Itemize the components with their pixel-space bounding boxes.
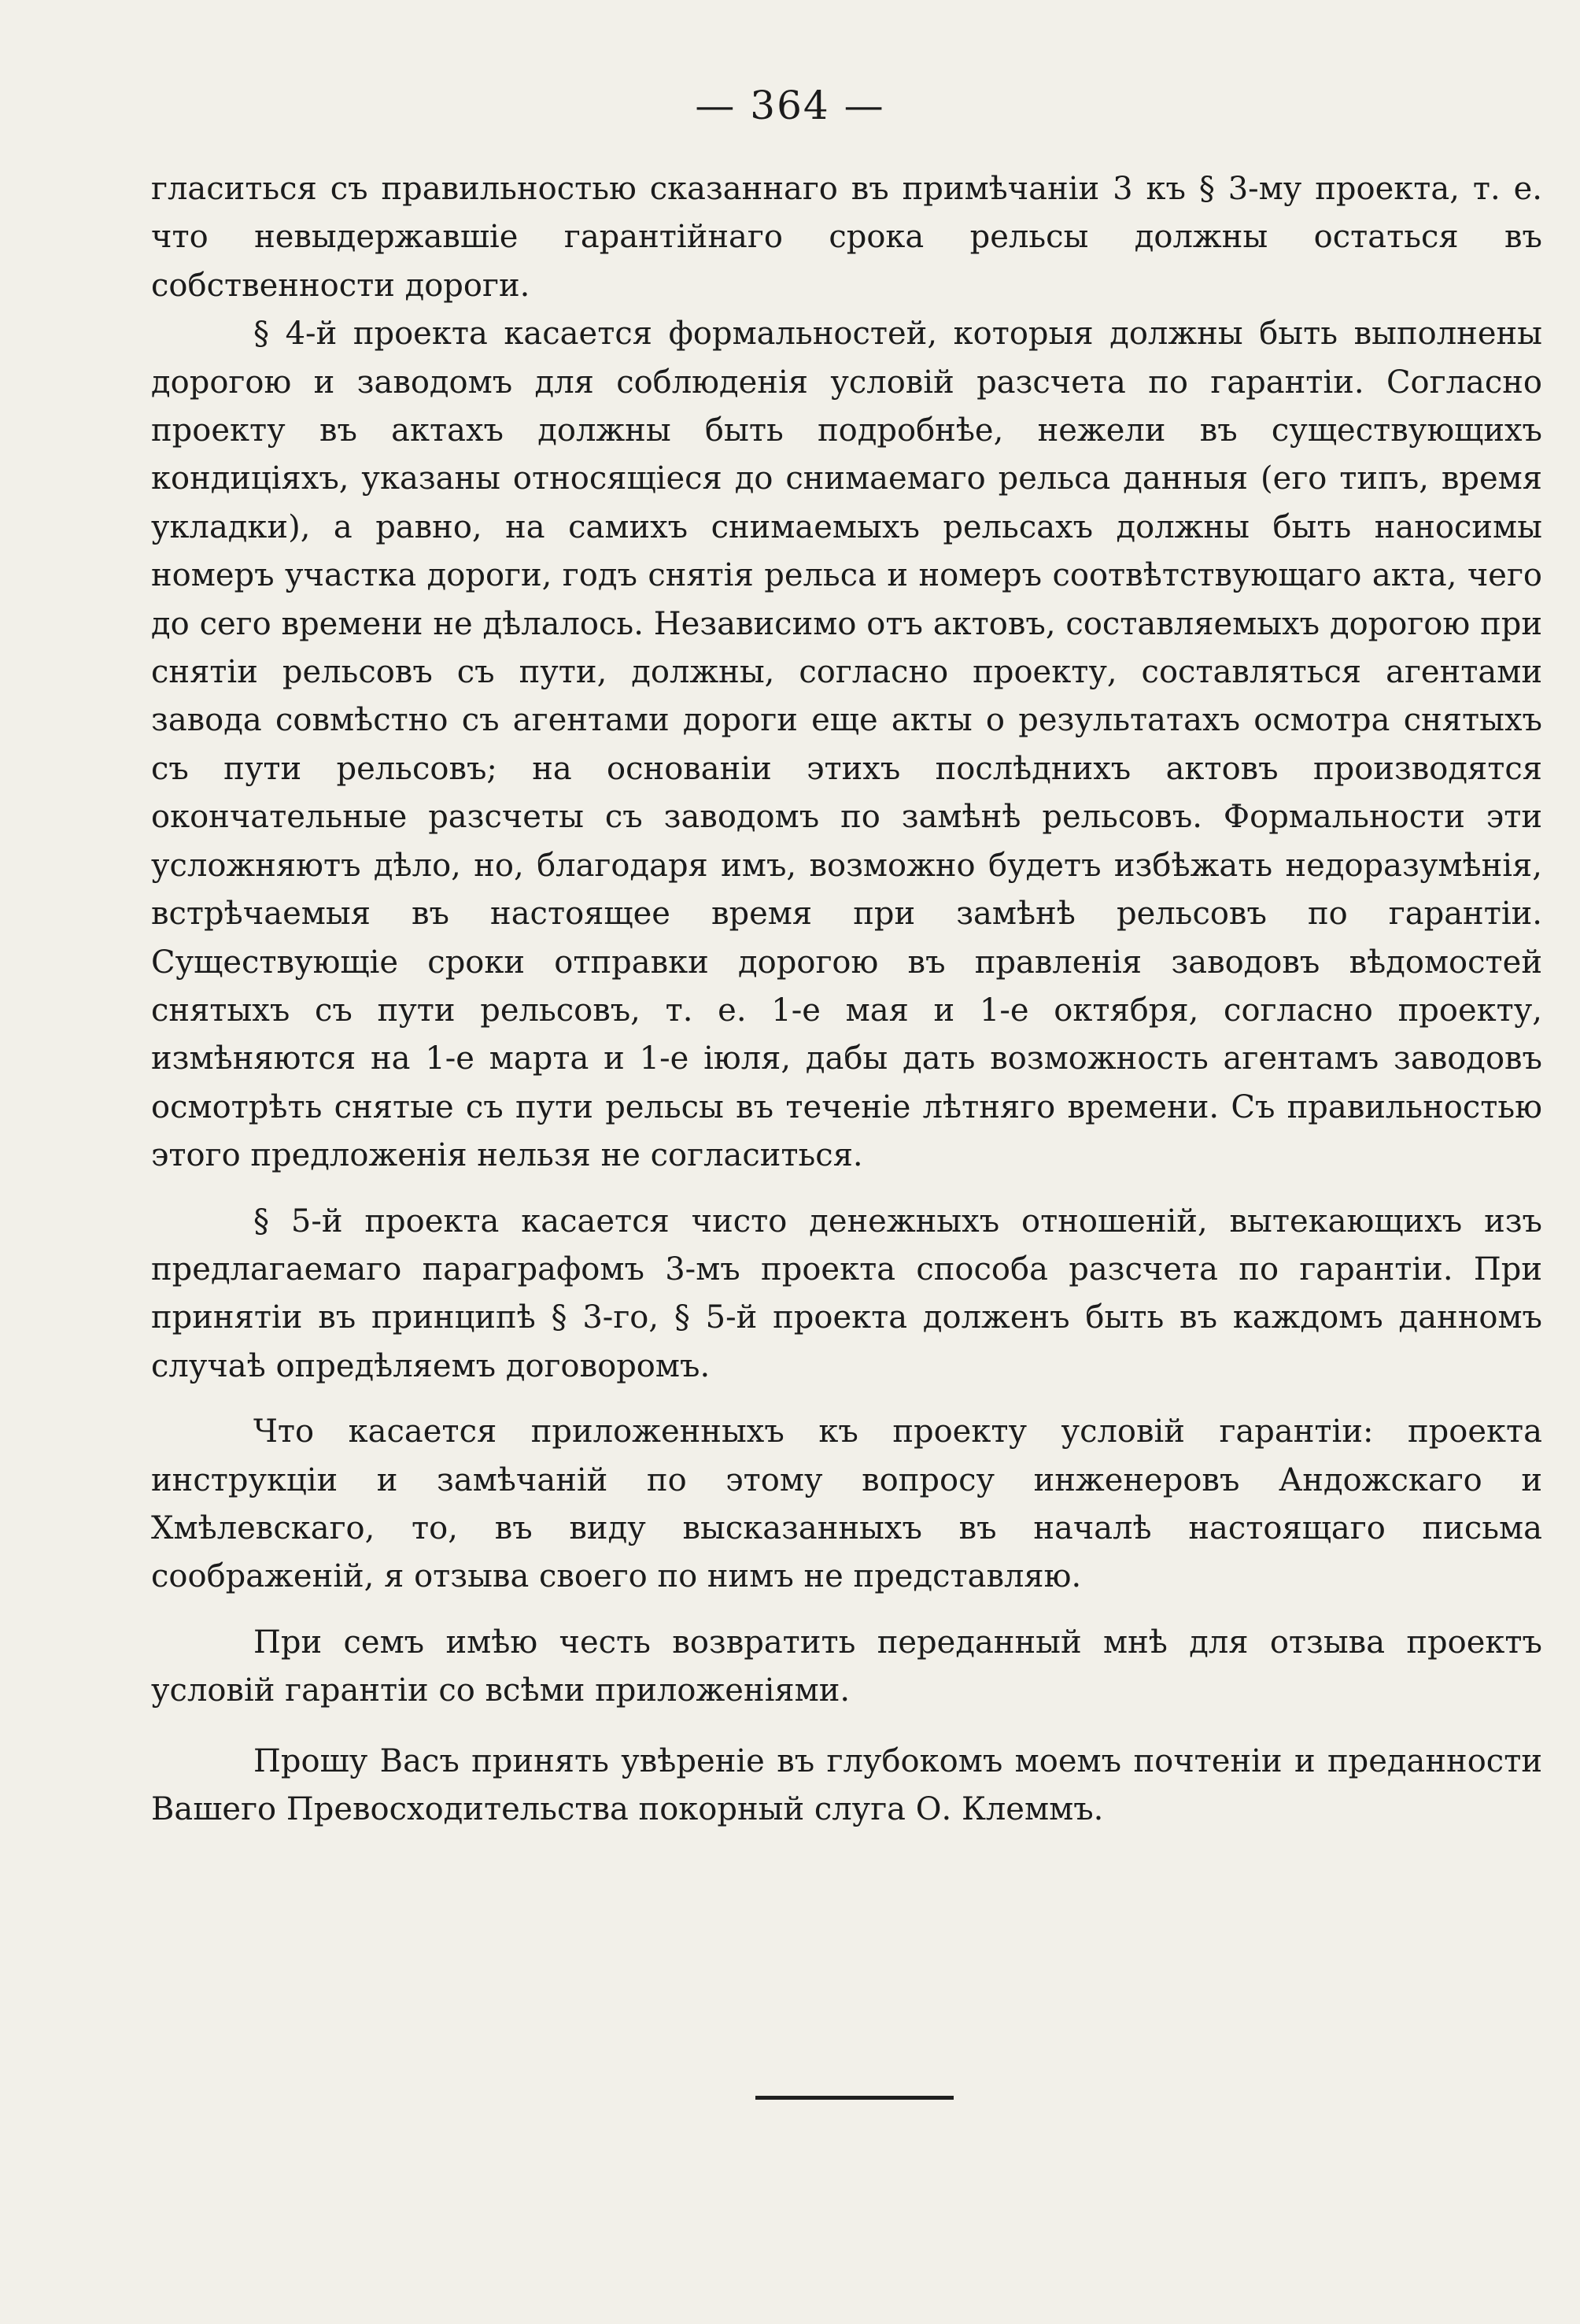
paragraph-section-5: § 5-й проекта касается чисто денежныхъ отношенiй, вытекающихъ изъ предлагаемаго параграфомъ 3-мъ проекта способа разсчета по гарантiи. При принятiи въ принципѣ § 3-го, § 5-й проекта долженъ быть въ каждомъ данномъ случаѣ опредѣляемъ договоромъ.	[151, 1203, 1542, 1384]
paragraph-section-4: § 4-й проекта касается формальностей, которыя должны быть выполнены дорогою и заводомъ для соблюденiя условiй разсчета по гарантiи. Согласно проекту въ актахъ должны быть подробнѣе, нежели въ существующихъ кондицiяхъ, указаны относящiеся до снимаемаго рельса данныя (его типъ, время укладки), а равно, на самихъ снимаемыхъ рельсахъ должны быть наносимы номеръ участка дороги, годъ снятiя рельса и номеръ соотвѣтствующаго акта, чего до сего времени не дѣлалось. Независимо отъ актовъ, составляемыхъ дорогою при снятiи рельсовъ съ пути, должны, согласно проекту, составляться агентами завода совмѣстно съ агентами дороги еще акты о результатахъ осмотра снятыхъ съ пути рельсовъ; на основанiи этихъ послѣднихъ актовъ производятся окончательные разсчеты съ заводомъ по замѣнѣ рельсовъ. Формальности эти усложняютъ дѣло, но, благодаря имъ, возможно будетъ избѣжать недоразумѣнiя, встрѣчаемыя въ настоящее время при замѣнѣ рельсовъ по гарантiи. Существующiе сроки отправки дорогою въ правленiя заводовъ вѣдомостей снятыхъ съ пути рельсовъ, т. е. 1-е мая и 1-е октября, согласно проекту, измѣняются на 1-е марта и 1-е iюля, дабы дать возможность агентамъ заводовъ осмотрѣть снятые съ пути рельсы въ теченiе лѣтняго времени. Съ правильностью этого предложенiя нельзя не согласиться.	[151, 316, 1542, 1174]
page-number: — 364 —	[695, 83, 885, 128]
paragraph-closing-signature: Прошу Васъ принять увѣренiе въ глубокомъ моемъ почтенiи и преданности Вашего Превосходительства покорный слуга О. Клеммъ.	[151, 1742, 1542, 1827]
body-text	[151, 165, 1542, 1834]
end-rule-divider	[755, 2096, 954, 2100]
paragraph-return-project: При семъ имѣю честь возвратить переданный мнѣ для отзыва проектъ условiй гарантiи со всѣми приложенiями.	[151, 1624, 1542, 1709]
paragraph-continuation: гласиться съ правильностью сказаннаго въ примѣчанiи 3 къ § 3-му проекта, т. е. что невыдержавшiе гарантiйнаго срока рельсы должны остаться въ собственности дороги.	[151, 171, 1542, 304]
paragraph-attachments: Что касается приложенныхъ къ проекту условiй гарантiи: проекта инструкцiи и замѣчанiй по этому вопросу инженеровъ Андожскаго и Хмѣлевскаго, то, въ виду высказанныхъ въ началѣ настоящаго письма соображенiй, я отзыва своего по нимъ не представляю.	[151, 1413, 1542, 1595]
